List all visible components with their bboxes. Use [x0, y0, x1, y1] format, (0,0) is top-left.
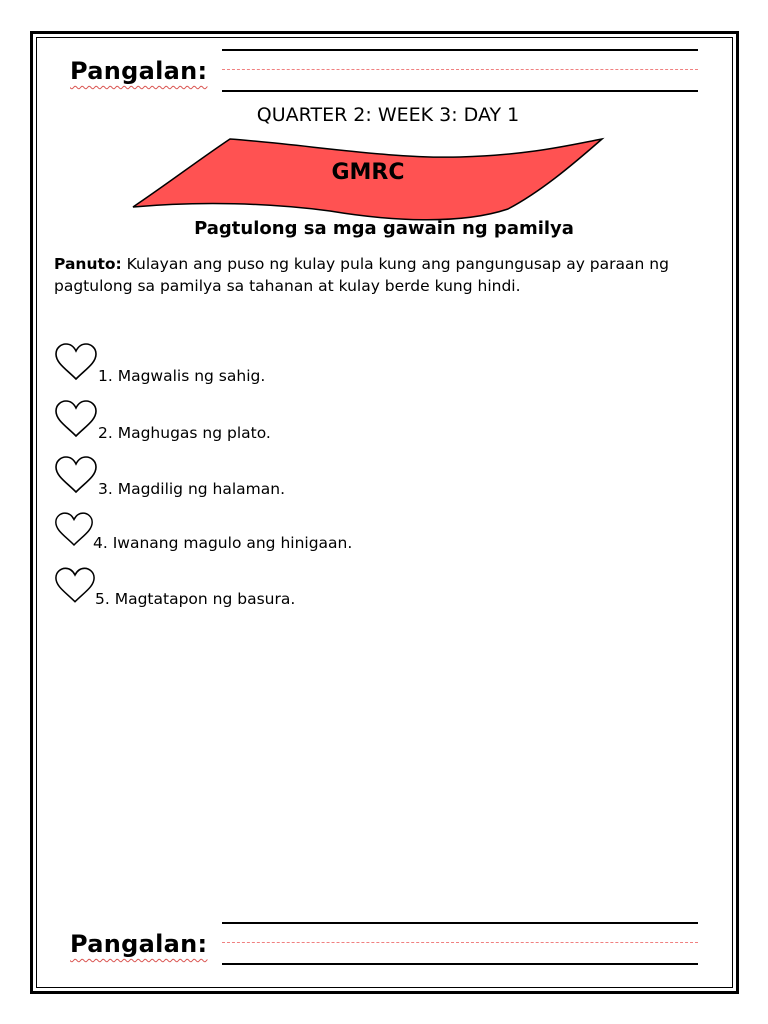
item-label: 5. Magtatapon ng basura.	[95, 590, 296, 608]
instructions-lead: Panuto:	[54, 255, 122, 273]
name-line-bottom[interactable]	[222, 963, 698, 965]
list-item	[54, 512, 654, 558]
instructions-text: Kulayan ang puso ng kulay pula kung ang pangungusap ay paraan ng pagtulong sa pamilya sa tahanan at kulay berde kung hindi.	[54, 255, 669, 295]
banner-title: GMRC	[331, 160, 405, 185]
name-line-bottom[interactable]	[222, 90, 698, 92]
item-label: 2. Maghugas ng plato.	[98, 424, 271, 442]
heart-outline-icon[interactable]	[54, 343, 98, 381]
heart-outline-icon[interactable]	[54, 567, 96, 604]
item-label: 3. Magdilig ng halaman.	[98, 480, 286, 498]
instructions	[54, 253, 714, 297]
name-line-dashed	[222, 69, 698, 70]
subject-banner	[130, 137, 606, 221]
name-label: Pangalan:	[70, 57, 208, 85]
list-item	[54, 567, 654, 613]
item-label: 1. Magwalis ng sahig.	[98, 367, 266, 385]
heart-outline-icon[interactable]	[54, 456, 98, 494]
name-line-top	[222, 922, 698, 924]
list-item	[54, 456, 654, 502]
quarter-week-day: QUARTER 2: WEEK 3: DAY 1	[256, 104, 520, 126]
name-label: Pangalan:	[70, 930, 208, 958]
heart-outline-icon[interactable]	[54, 512, 94, 547]
name-block-top	[70, 49, 700, 97]
name-line-dashed	[222, 942, 698, 943]
list-item	[54, 343, 654, 389]
name-line-top	[222, 49, 698, 51]
name-block-bottom	[70, 922, 700, 970]
heart-outline-icon[interactable]	[54, 400, 98, 438]
item-label: 4. Iwanang magulo ang hinigaan.	[93, 534, 353, 552]
lesson-title: Pagtulong sa mga gawain ng pamilya	[194, 218, 574, 239]
list-item	[54, 400, 654, 446]
